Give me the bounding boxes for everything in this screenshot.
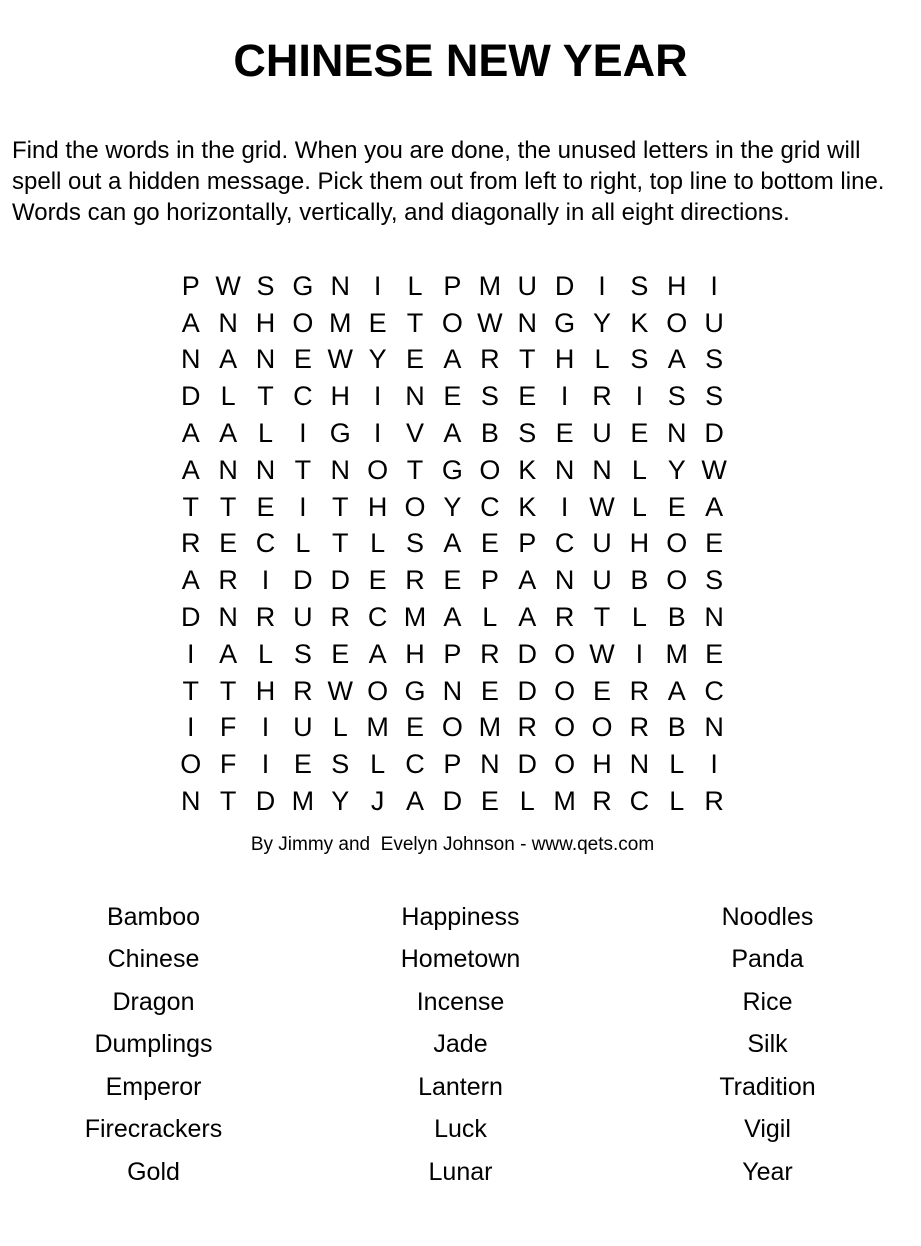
grid-letter: S [705,381,724,412]
grid-letter: C [255,528,276,559]
grid-letter: I [261,565,270,596]
grid-letter: N [554,454,575,485]
word-column [614,896,921,1194]
grid-letter: E [480,528,499,559]
grid-letter: A [219,344,238,375]
word-item: Dragon [112,987,195,1016]
grid-letter: G [554,307,576,338]
grid-letter: Y [592,307,611,338]
grid-letter: W [327,344,353,375]
grid-letter: C [293,381,313,412]
word-item: Rice [742,987,793,1016]
grid-letter: E [518,381,537,412]
grid-letter: W [477,307,503,338]
grid-letter: O [479,454,501,485]
grid-letter: T [219,491,237,522]
grid-letter: L [407,270,423,301]
grid-letter: L [370,749,386,780]
grid-letter: N [330,270,350,301]
grid-letter: U [517,270,537,301]
grid-letter: N [180,344,201,375]
grid-letter: E [592,675,611,706]
word-item: Luck [434,1115,487,1144]
grid-letter: O [292,307,314,338]
grid-letter: D [330,565,350,596]
grid-letter: P [181,270,200,301]
word-item: Firecrackers [84,1115,223,1144]
grid-letter: G [292,270,314,301]
grid-letter: C [554,528,575,559]
grid-letter: R [480,638,500,669]
grid-letter: A [181,454,200,485]
grid-letter: U [592,565,612,596]
grid-letter: T [219,786,237,817]
grid-letter: P [480,565,499,596]
grid-letter: R [592,381,612,412]
word-item: Jade [433,1030,488,1059]
grid-letter: K [518,454,537,485]
grid-letter: S [705,565,724,596]
grid-letter: A [219,418,238,449]
grid-letter: O [554,675,576,706]
grid-letter: C [629,786,650,817]
grid-letter: S [293,638,312,669]
grid-letter: S [480,381,499,412]
grid-letter: K [518,491,537,522]
grid-letter: N [330,454,350,485]
grid-letter: E [368,307,387,338]
letter-grid [172,268,733,820]
grid-letter: M [366,712,389,743]
grid-letter: H [667,270,687,301]
grid-letter: T [406,307,424,338]
grid-letter: H [255,675,276,706]
grid-letter: M [329,307,352,338]
word-item: Lunar [428,1157,493,1186]
grid-letter: T [332,528,349,559]
word-item: Incense [416,987,505,1016]
grid-letter: T [219,675,237,706]
grid-letter: B [667,602,686,633]
grid-letter: E [293,344,312,375]
grid-letter: O [441,712,463,743]
grid-letter: L [669,786,685,817]
grid-letter: N [554,565,575,596]
grid-letter: R [293,675,313,706]
grid-letter: Y [368,344,387,375]
grid-letter: H [405,638,425,669]
grid-letter: E [667,491,686,522]
grid-letter: E [555,418,574,449]
grid-letter: D [517,638,537,669]
grid-letter: A [181,418,200,449]
grid-letter: M [665,638,689,669]
grid-letter: E [630,418,649,449]
grid-letter: A [667,344,686,375]
grid-letter: U [293,712,313,743]
grid-letter: P [443,638,462,669]
grid-letter: G [441,454,463,485]
grid-letter: H [255,307,276,338]
grid-letter: I [373,270,382,301]
grid-letter: D [554,270,575,301]
grid-letter: T [182,491,199,522]
grid-letter: N [480,749,500,780]
grid-letter: U [592,528,612,559]
grid-letter: E [368,565,387,596]
grid-letter: P [443,749,462,780]
grid-letter: E [406,344,425,375]
grid-letter: I [710,749,718,780]
grid-letter: O [367,454,389,485]
grid-letter: D [255,786,276,817]
grid-letter: S [256,270,275,301]
grid-letter: A [181,565,200,596]
grid-letter: R [255,602,276,633]
word-item: Emperor [105,1072,202,1101]
grid-letter: F [219,712,237,743]
grid-letter: I [598,270,606,301]
word-item: Year [742,1157,793,1186]
grid-letter: N [180,786,201,817]
grid-letter: L [370,528,386,559]
grid-letter: A [518,565,537,596]
grid-letter: A [443,528,462,559]
grid-letter: S [630,344,649,375]
grid-letter: C [367,602,388,633]
word-list [0,896,921,1194]
grid-letter: N [592,454,612,485]
grid-letter: O [666,565,688,596]
word-column [307,896,614,1194]
grid-letter: R [180,528,201,559]
grid-letter: H [592,749,612,780]
grid-letter: A [406,786,425,817]
grid-letter: L [295,528,311,559]
grid-letter: H [330,381,350,412]
grid-letter: A [219,638,238,669]
grid-letter: V [406,418,425,449]
grid-letter: H [629,528,650,559]
grid-letter: W [589,491,615,522]
word-item: Tradition [719,1072,816,1101]
grid-letter: T [406,454,424,485]
grid-letter: C [704,675,724,706]
grid-letter: S [630,270,649,301]
grid-letter: R [480,344,500,375]
grid-letter: D [704,418,724,449]
grid-letter: I [186,712,195,743]
grid-letter: L [482,602,498,633]
grid-letter: O [441,307,463,338]
grid-letter: M [403,602,427,633]
grid-letter: P [443,270,462,301]
puzzle-title: CHINESE NEW YEAR [233,35,688,86]
grid-letter: I [373,381,382,412]
grid-letter: I [186,638,195,669]
grid-letter: T [332,491,349,522]
grid-letter: A [667,675,686,706]
word-item: Happiness [401,902,520,931]
grid-letter: F [219,749,237,780]
grid-letter: A [368,638,387,669]
grid-letter: I [635,381,644,412]
word-item: Silk [747,1030,788,1059]
grid-letter: R [554,602,575,633]
grid-letter: W [215,270,241,301]
grid-letter: I [560,381,569,412]
grid-letter: O [666,307,688,338]
grid-letter: N [704,712,724,743]
grid-letter: N [704,602,724,633]
grid-letter: H [554,344,575,375]
grid-letter: L [220,381,236,412]
grid-letter: I [261,712,270,743]
grid-letter: M [553,786,576,817]
grid-letter: N [255,454,276,485]
word-item: Panda [731,945,804,974]
grid-letter: E [480,786,499,817]
grid-letter: Y [443,491,462,522]
grid-letter: A [181,307,200,338]
grid-letter: G [404,675,426,706]
grid-letter: H [367,491,388,522]
grid-letter: R [629,712,650,743]
grid-letter: O [554,638,576,669]
grid-letter: L [631,491,647,522]
grid-letter: M [291,786,315,817]
grid-letter: O [554,712,576,743]
word-item: Bamboo [106,902,201,931]
grid-letter: I [299,491,307,522]
grid-letter: I [710,270,718,301]
grid-letter: E [331,638,350,669]
grid-letter: O [591,712,613,743]
grid-letter: N [218,602,238,633]
grid-letter: P [518,528,537,559]
grid-letter: I [560,491,569,522]
grid-letter: E [443,565,462,596]
grid-letter: O [180,749,202,780]
word-column [0,896,307,1194]
grid-letter: E [293,749,312,780]
grid-letter: D [293,565,313,596]
grid-letter: L [332,712,348,743]
grid-letter: E [480,675,499,706]
grid-letter: C [405,749,425,780]
grid-letter: G [329,418,351,449]
grid-letter: N [218,307,238,338]
grid-letter: R [218,565,238,596]
grid-letter: A [443,602,462,633]
grid-letter: L [257,418,273,449]
grid-letter: W [327,675,353,706]
grid-letter: S [705,344,724,375]
grid-letter: S [667,381,686,412]
grid-letter: U [293,602,313,633]
grid-letter: N [255,344,276,375]
grid-letter: E [219,528,238,559]
grid-letter: R [704,786,724,817]
grid-letter: T [257,381,274,412]
grid-letter: O [666,528,688,559]
grid-letter: O [554,749,576,780]
grid-letter: N [218,454,238,485]
grid-letter: M [478,712,502,743]
grid-letter: Y [331,786,350,817]
grid-letter: T [294,454,312,485]
grid-letter: I [635,638,644,669]
grid-letter: B [630,565,649,596]
word-item: Dumplings [94,1030,213,1059]
grid-letter: N [405,381,425,412]
grid-letter: D [442,786,463,817]
grid-letter: N [517,307,537,338]
grid-letter: Y [667,454,686,485]
grid-letter: I [299,418,307,449]
grid-letter: C [480,491,500,522]
word-item: Gold [127,1157,180,1186]
word-item: Vigil [744,1115,791,1144]
grid-letter: N [442,675,463,706]
grid-letter: E [256,491,275,522]
grid-letter: S [331,749,350,780]
grid-letter: I [261,749,270,780]
grid-letter: S [406,528,425,559]
grid-letter: D [180,381,201,412]
grid-letter: K [630,307,649,338]
grid-letter: R [592,786,612,817]
grid-letter: D [517,749,537,780]
grid-letter: U [704,307,724,338]
grid-letter: R [405,565,425,596]
grid-letter: L [594,344,610,375]
grid-letter: O [404,491,426,522]
grid-letter: W [589,638,615,669]
grid-letter: E [443,381,462,412]
grid-letter: A [443,344,462,375]
grid-letter: L [631,454,647,485]
word-item: Chinese [107,945,200,974]
grid-letter: M [478,270,502,301]
grid-letter: A [443,418,462,449]
grid-letter: E [705,638,724,669]
grid-letter: L [257,638,273,669]
grid-letter: T [518,344,536,375]
grid-letter: O [367,675,389,706]
grid-letter: N [667,418,687,449]
grid-letter: R [629,675,650,706]
grid-letter: R [330,602,350,633]
grid-letter: I [373,418,382,449]
grid-letter: E [705,528,724,559]
grid-letter: J [370,786,385,817]
grid-letter: T [182,675,199,706]
grid-letter: L [631,602,647,633]
grid-letter: L [519,786,535,817]
grid-letter: E [406,712,425,743]
grid-letter: L [669,749,685,780]
grid-letter: R [517,712,537,743]
grid-letter: N [629,749,650,780]
word-item: Hometown [400,945,521,974]
grid-letter: U [592,418,612,449]
grid-letter: S [518,418,537,449]
grid-letter: A [705,491,724,522]
grid-letter: T [593,602,611,633]
grid-letter: D [180,602,201,633]
word-item: Noodles [721,902,814,931]
instructions-text: Find the words in the grid. When you are done, the unused letters in the grid will spell out a hidden message. Pick them out from left to right, top line to bottom line. Words can go horizontally, vertically, and diagonally in all eight directions. [12,137,885,226]
grid-letter: A [518,602,537,633]
grid-letter: B [667,712,686,743]
attribution-line: By Jimmy and Evelyn Johnson - www.qets.com [250,833,655,855]
grid-letter: W [701,454,727,485]
word-item: Lantern [418,1072,503,1101]
grid-letter: B [480,418,499,449]
grid-letter: D [517,675,537,706]
